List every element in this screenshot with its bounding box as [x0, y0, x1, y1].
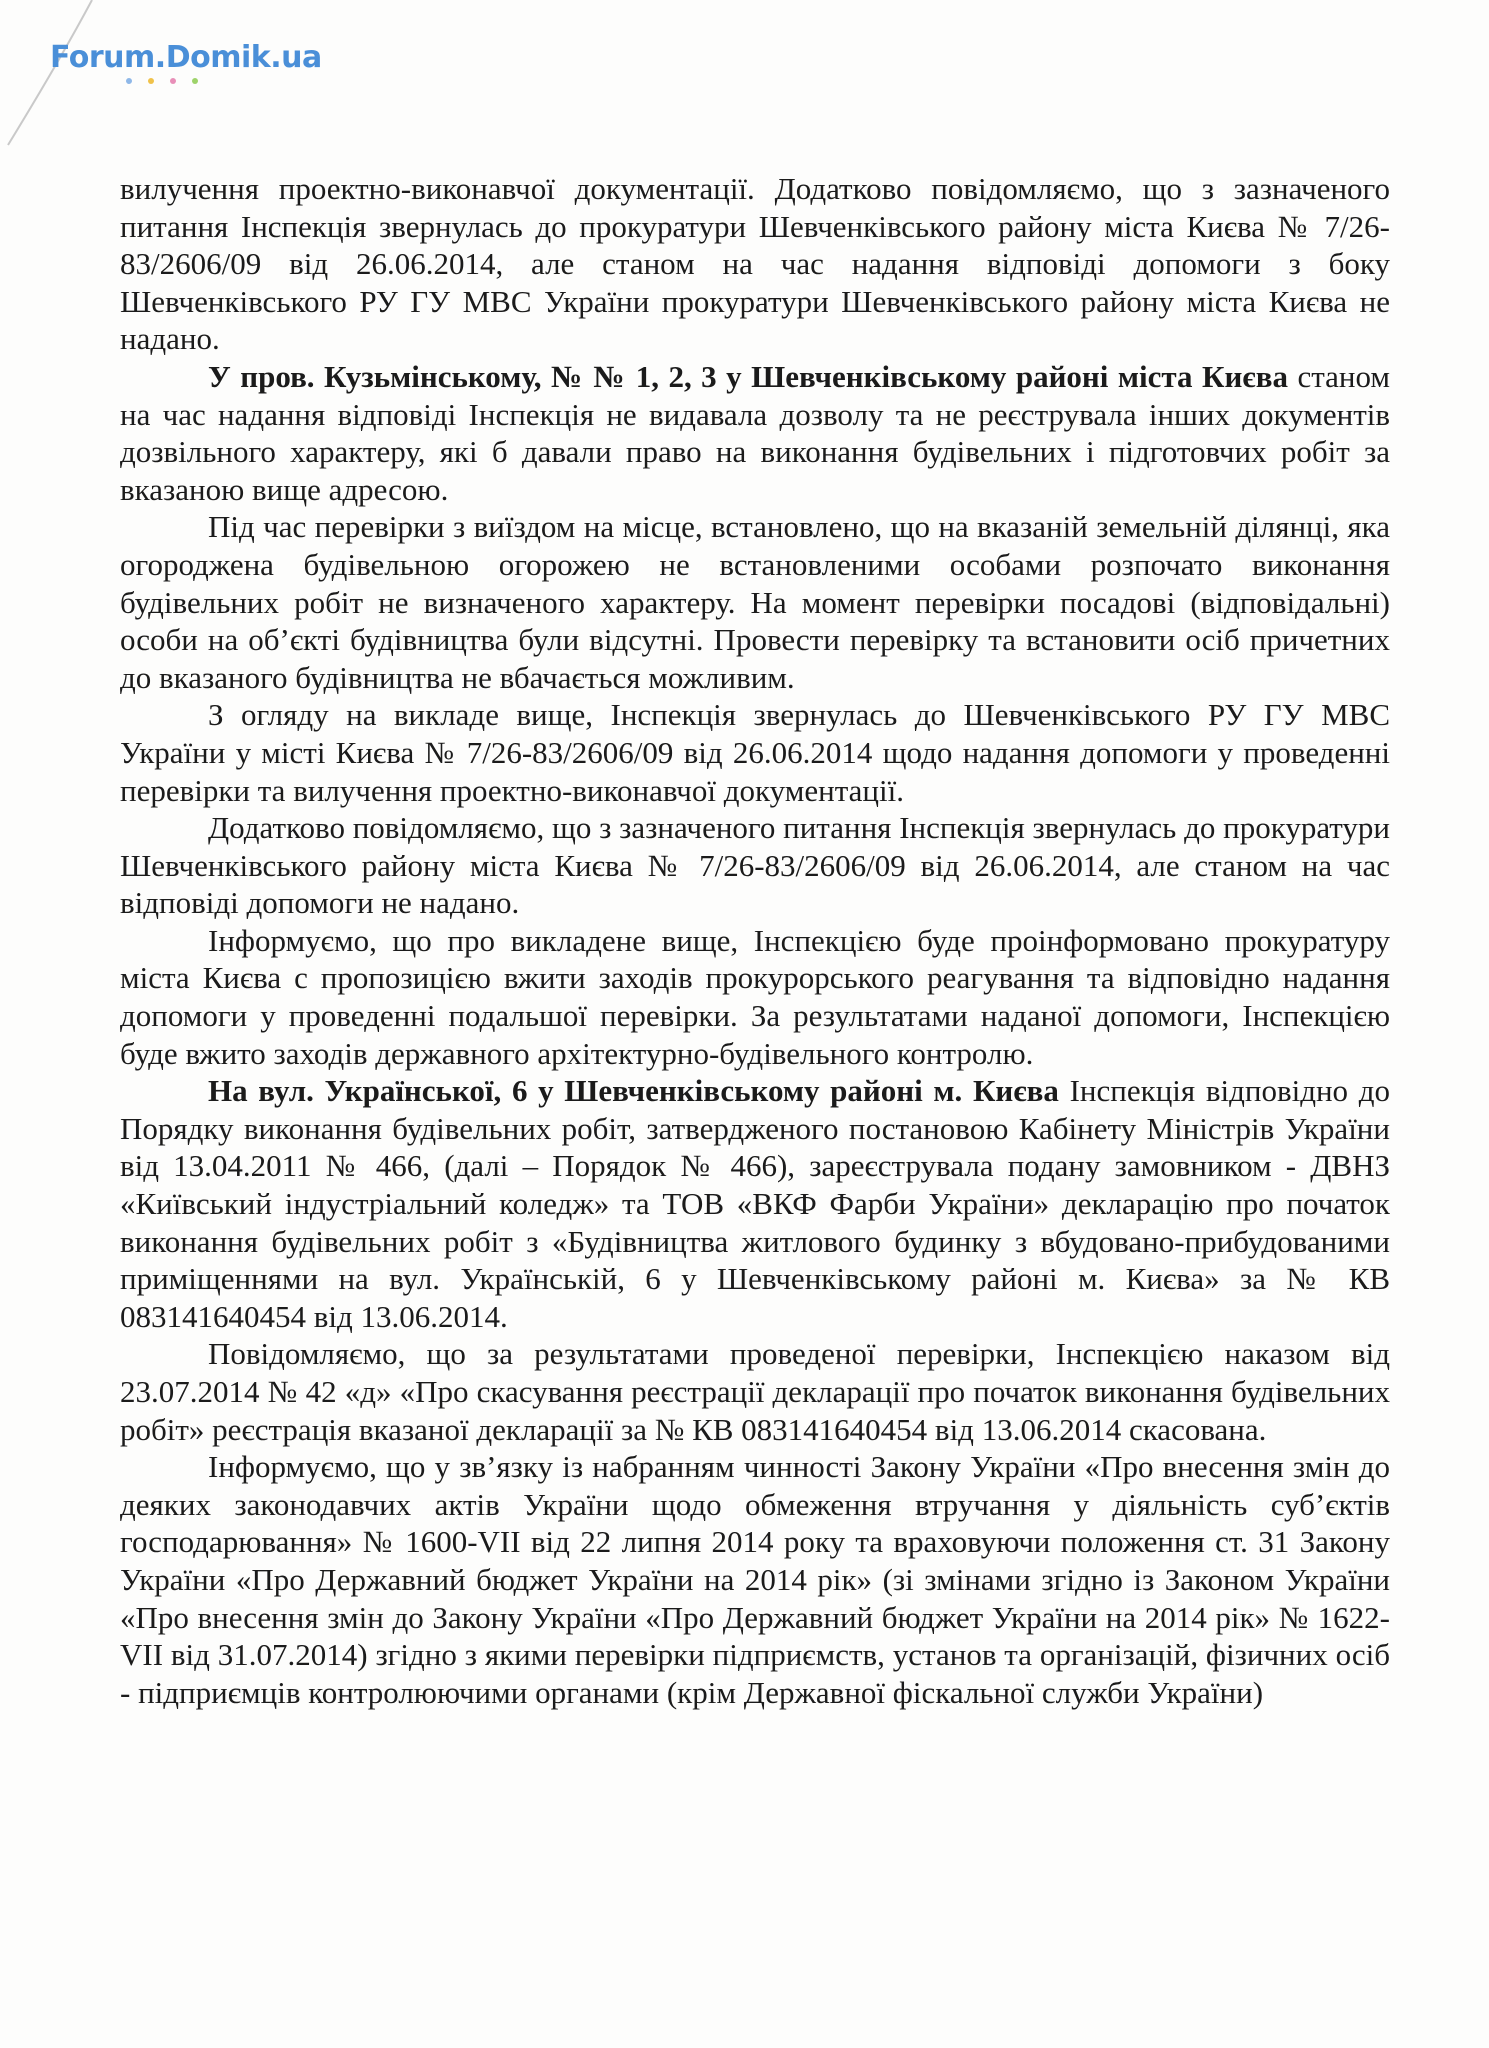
- watermark-dot: [170, 78, 176, 84]
- paragraph: [120, 809, 1390, 922]
- fold-line-mark: [0, 0, 140, 150]
- paragraph: [120, 922, 1390, 1072]
- paragraph-text: станом на час надання відповіді Інспекція не видавала дозволу та не реєструвала інших документів дозвільного характеру, які б давали право на виконання будівельних і підготовчих робіт за вказаною вище адресою.: [120, 358, 1391, 507]
- paragraph-text: Інформуємо, що про викладене вище, Інспекцією буде проінформовано прокуратуру міста Києва с пропозицією вжити заходів прокурорського реагування та відповідно надання допомоги у проведенні подальшої перевірки. За результатами наданої допомоги, Інспекцією буде вжито заходів державного архітектурно-будівельного контролю.: [120, 922, 1390, 1071]
- paragraph: [120, 1335, 1390, 1448]
- paragraph-text: Додатково повідомляємо, що з зазначеного питання Інспекція звернулась до прокуратури Шевченківського району міста Києва № 7/26-83/2606/09 від 26.06.2014, але станом на час відповіді допомоги не надано.: [120, 810, 1390, 921]
- paragraph-text: Інформуємо, що у зв’язку із набранням чинності Закону України «Про внесення змін до деяких законодавчих актів України щодо обмеження втручання у діяльність суб’єктів господарювання» № 1600-VII від 22 липня 2014 року та враховуючи положення ст. 31 Закону України «Про Державний бюджет України на 2014 рік» (зі змінами згідно із Законом України «Про внесення змін до Закону України «Про Державний бюджет України на 2014 рік» № 1622-VII від 31.07.2014) згідно з якими перевірки підприємств, установ та організацій, фізичних осіб - підприємців контролюючими органами (крім Державної фіскальної служби України): [120, 1449, 1390, 1710]
- watermark-dot: [126, 78, 132, 84]
- paragraph: [120, 1448, 1390, 1711]
- watermark-dots: [126, 78, 198, 84]
- watermark-logo[interactable]: Forum.Domik.ua: [50, 40, 322, 75]
- paragraph-bold-lead: На вул. Української, 6 у Шевченківському районі м. Києва: [208, 1073, 1059, 1109]
- paragraph: [120, 170, 1390, 358]
- paragraph-text: З огляду на викладе вище, Інспекція звернулась до Шевченківського РУ ГУ МВС України у місті Києва № 7/26-83/2606/09 від 26.06.2014 щодо надання допомоги у проведенні перевірки та вилучення проектно-виконавчої документації.: [120, 697, 1390, 808]
- watermark-dot: [192, 78, 198, 84]
- paragraph: [120, 508, 1390, 696]
- paragraph-bold-lead: У пров. Кузьмінському, № № 1, 2, 3 у Шевченківському районі міста Києва: [208, 358, 1288, 394]
- paragraph-text: Інспекція відповідно до Порядку виконання будівельних робіт, затвердженого постановою Кабінету Міністрів України від 13.04.2011 № 466, (далі – Порядок № 466), зареєструвала подану замовником - ДВНЗ «Київський індустріальний коледж» та ТОВ «ВКФ Фарби України» декларацію про початок виконання будівельних робіт з «Будівництва житлового будинку з вбудовано-прибудованими приміщеннями на вул. Українській, 6 у Шевченківському районі м. Києва» за № КВ 083141640454 від 13.06.2014.: [120, 1073, 1391, 1334]
- document-body: [120, 170, 1390, 1711]
- watermark-dot: [148, 78, 154, 84]
- paragraph-text: вилучення проектно-виконавчої документації. Додатково повідомляємо, що з зазначеного питання Інспекція звернулась до прокуратури Шевченківського району міста Києва № 7/26-83/2606/09 від 26.06.2014, але станом на час надання відповіді допомоги з боку Шевченківського РУ ГУ МВС України прокуратури Шевченківського району міста Києва не надано.: [120, 171, 1390, 357]
- paragraph-text: Повідомляємо, що за результатами проведеної перевірки, Інспекцією наказом від 23.07.2014 № 42 «д» «Про скасування реєстрації декларації про початок виконання будівельних робіт» реєстрація вказаної декларації за № КВ 083141640454 від 13.06.2014 скасована.: [120, 1336, 1390, 1447]
- paragraph: [120, 696, 1390, 809]
- paragraph-text: Під час перевірки з виїздом на місце, встановлено, що на вказаній земельній ділянці, яка огороджена будівельною огорожею не встановленими особами розпочато виконання будівельних робіт не визначеного характеру. На момент перевірки посадові (відповідальні) особи на об’єкті будівництва були відсутні. Провести перевірку та встановити осіб причетних до вказаного будівництва не вбачається можливим.: [120, 509, 1390, 695]
- paragraph: [120, 358, 1390, 508]
- paragraph: [120, 1072, 1390, 1335]
